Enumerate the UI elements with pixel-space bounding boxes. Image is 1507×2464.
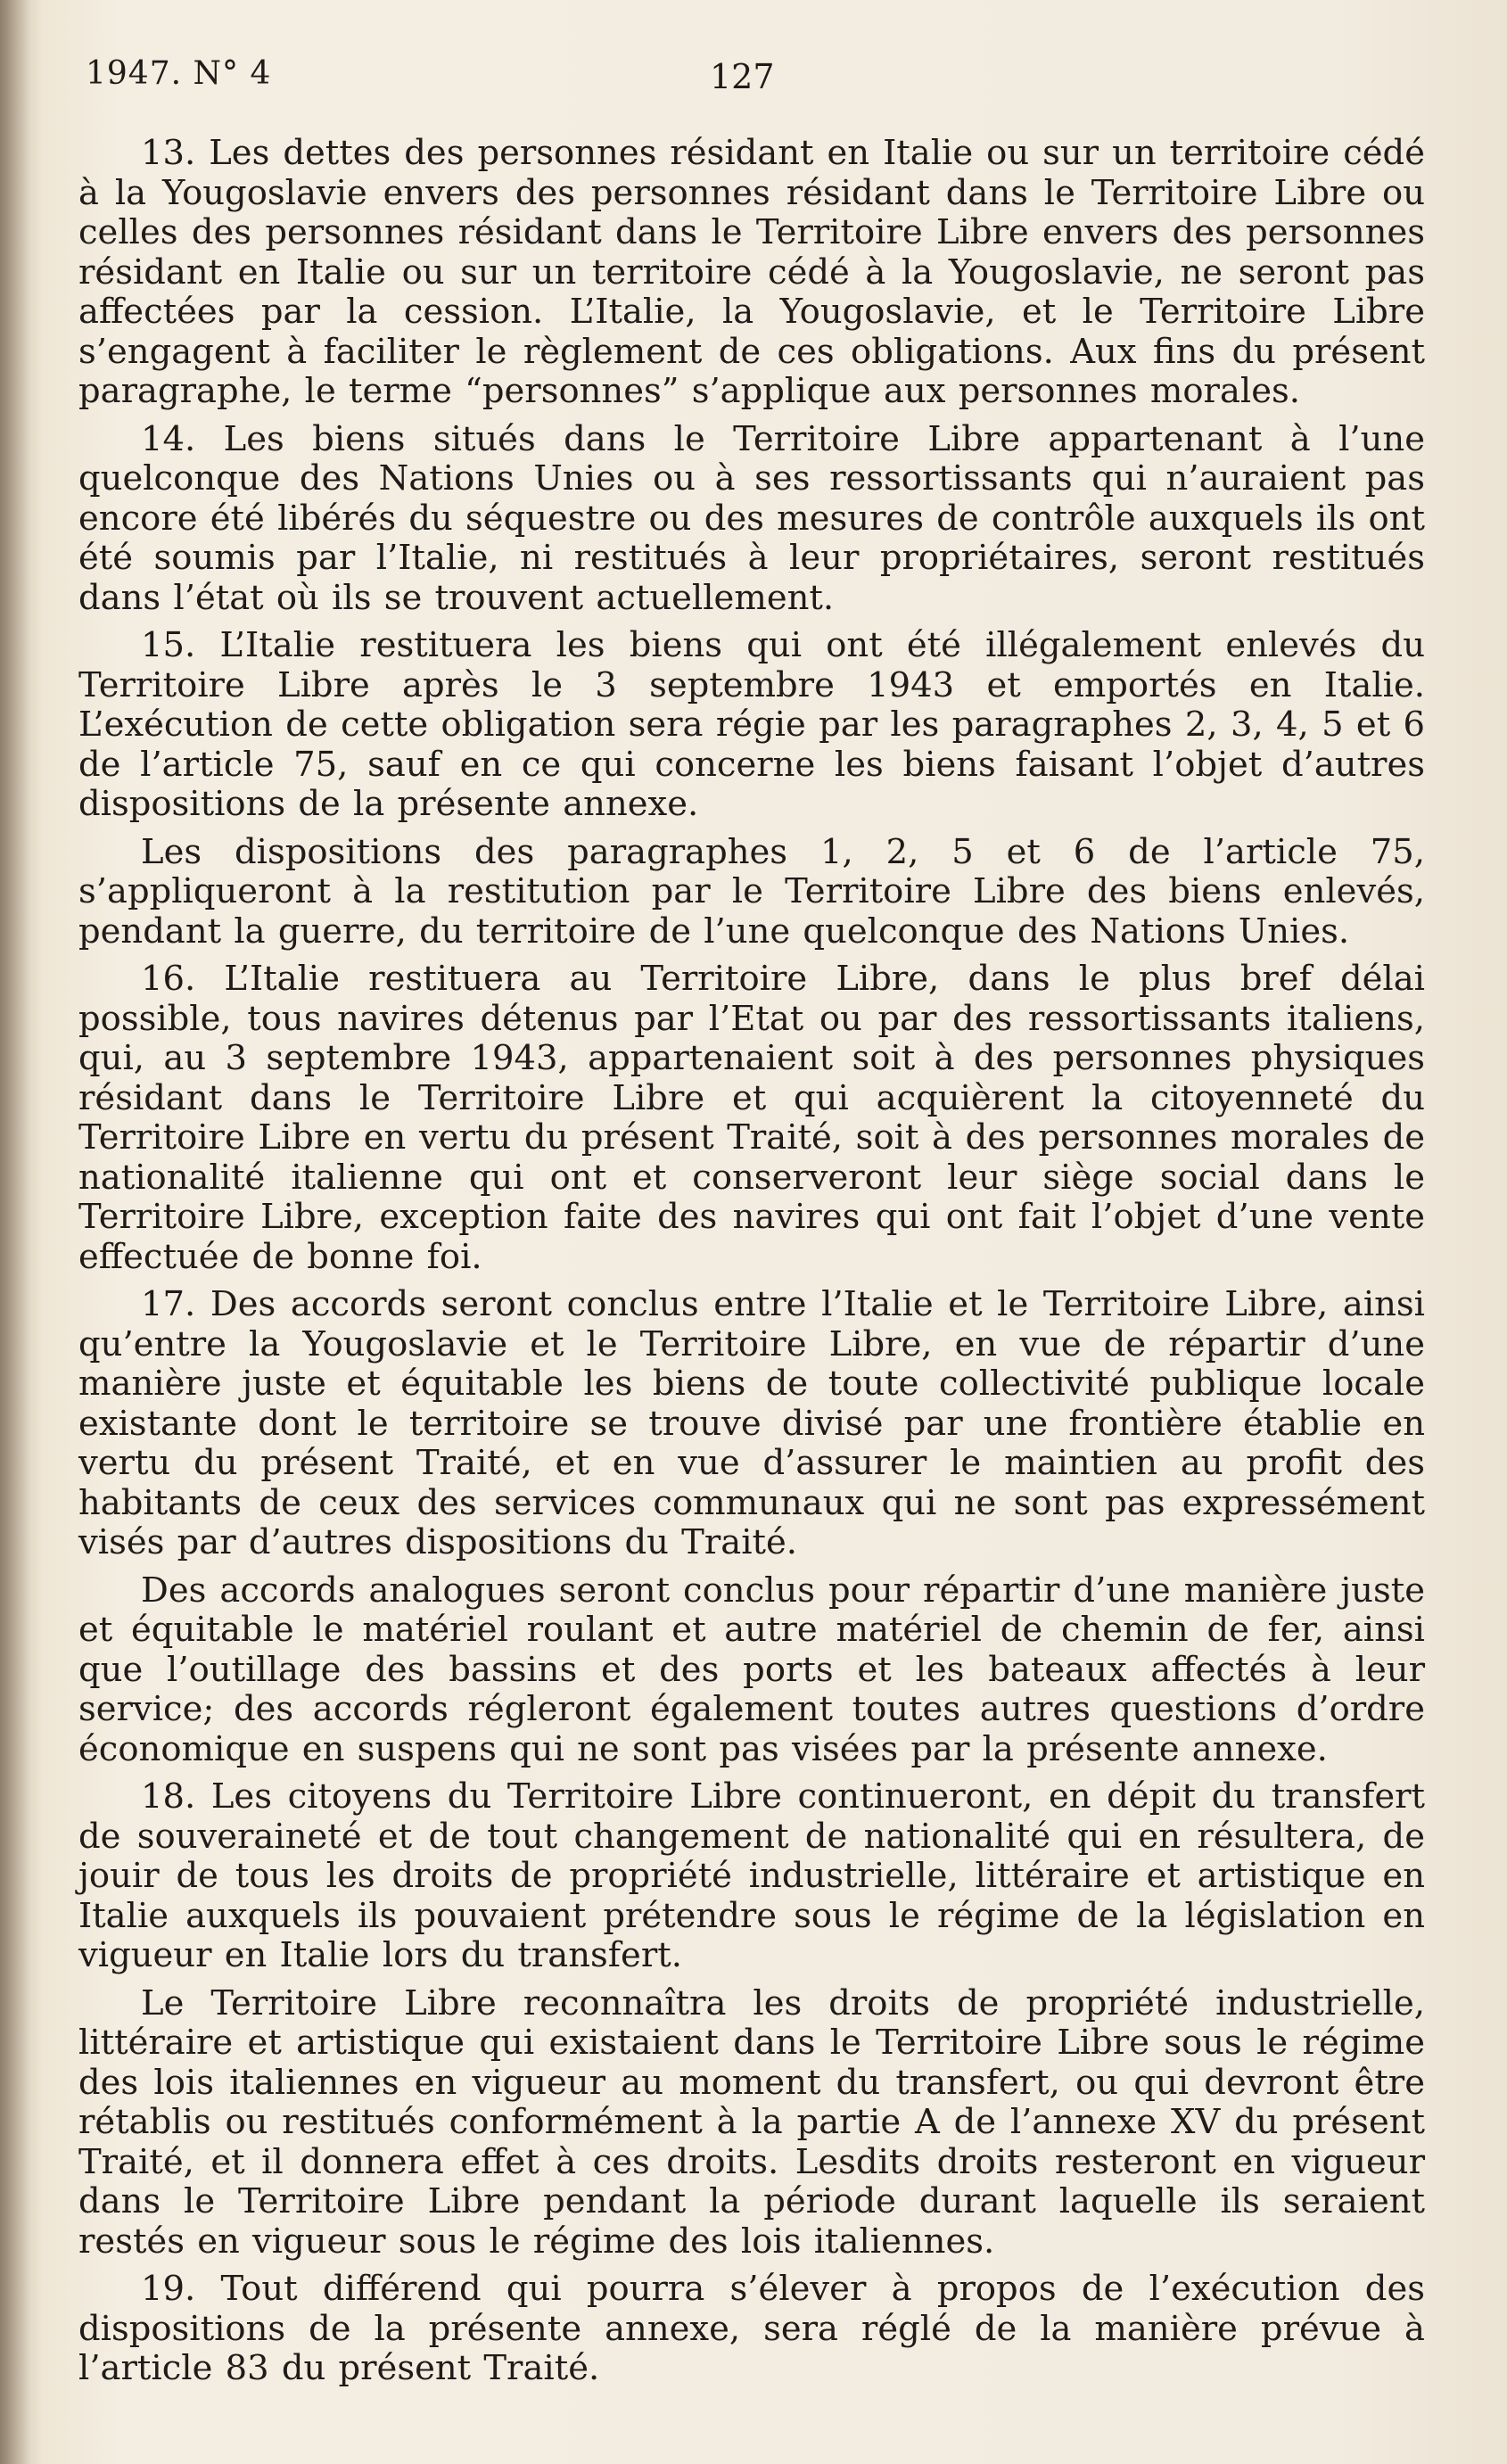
page-number: 127 [710, 57, 775, 96]
paragraph-13: 13. Les dettes des personnes résidant en Italie ou sur un territoire cédé à la Yougoslavie envers des personnes résidant dans le Territoire Libre ou celles des personnes résidant dans le Territoire Libre envers des personnes résidant en Italie ou sur un territoire cédé à la Yougoslavie, ne seront pas affectées par la cession. L’Italie, la Yougoslavie, et le Territoire Libre s’engagent à faciliter le règlement de ces obligations. Aux fins du présent paragraphe, le terme “personnes” s’applique aux personnes morales. [78, 133, 1425, 411]
header-year-number: 1947. N° 4 [86, 55, 272, 92]
paragraph-15: 15. L’Italie restituera les biens qui ont été illégalement enlevés du Territoire Libre après le 3 septembre 1943 et emportés en Italie. L’exécution de cette obligation sera régie par les paragraphes 2, 3, 4, 5 et 6 de l’article 75, sauf en ce qui concerne les biens faisant l’objet d’autres dispositions de la présente annexe. [78, 625, 1425, 824]
binding-shadow [0, 0, 30, 2464]
page-header [86, 55, 1421, 109]
paragraph-15-continued: Les dispositions des paragraphes 1, 2, 5 et 6 de l’article 75, s’appliqueront à la restitution par le Territoire Libre des biens enlevés, pendant la guerre, du territoire de l’une quelconque des Nations Unies. [78, 831, 1425, 952]
paragraph-14: 14. Les biens situés dans le Territoire Libre appartenant à l’une quelconque des Nations Unies ou à ses ressortissants qui n’auraient pas encore été libérés du séquestre ou des mesures de contrôle auxquels ils ont été soumis par l’Italie, ni restitués à leur propriétaires, seront restitués dans l’état où ils se trouvent actuellement. [78, 418, 1425, 618]
paragraph-17-continued: Des accords analogues seront conclus pour répartir d’une manière juste et équitable le matériel roulant et autre matériel de chemin de fer, ainsi que l’outillage des bassins et des ports et les bateaux affectés à leur service; des accords régleront également toutes autres questions d’ordre économique en suspens qui ne sont pas visées par la présente annexe. [78, 1570, 1425, 1769]
page-body [78, 134, 1425, 2389]
paragraph-18: 18. Les citoyens du Territoire Libre continueront, en dépit du transfert de souveraineté et de tout changement de nationalité qui en résultera, de jouir de tous les droits de propriété industrielle, littéraire et artistique en Italie auxquels ils pouvaient prétendre sous le régime de la législation en vigueur en Italie lors du transfert. [78, 1776, 1425, 1975]
paragraph-19: 19. Tout différend qui pourra s’élever à propos de l’exécution des dispositions de la présente annexe, sera réglé de la manière prévue à l’article 83 du présent Traité. [78, 2269, 1425, 2388]
paragraph-16: 16. L’Italie restituera au Territoire Libre, dans le plus bref délai possible, tous navires détenus par l’Etat ou par des ressortissants italiens, qui, au 3 septembre 1943, appartenaient soit à des personnes physiques résidant dans le Territoire Libre et qui acquièrent la citoyenneté du Territoire Libre en vertu du présent Traité, soit à des personnes morales de nationalité italienne qui ont et conserveront leur siège social dans le Territoire Libre, exception faite des navires qui ont fait l’objet d’une vente effectuée de bonne foi. [78, 959, 1425, 1277]
paragraph-17: 17. Des accords seront conclus entre l’Italie et le Territoire Libre, ainsi qu’entre la Yougoslavie et le Territoire Libre, en vue de répartir d’une manière juste et équitable les biens de toute collectivité publique locale existante dont le territoire se trouve divisé par une frontière établie en vertu du présent Traité, et en vue d’assurer le maintien au profit des habitants de ceux des services communaux qui ne sont pas expressément visés par d’autres dispositions du Traité. [78, 1284, 1425, 1562]
paragraph-18-continued: Le Territoire Libre reconnaîtra les droits de propriété industrielle, littéraire et artistique qui existaient dans le Territoire Libre sous le régime des lois italiennes en vigueur au moment du transfert, ou qui devront être rétablis ou restitués conformément à la partie A de l’annexe XV du présent Traité, et il donnera effet à ces droits. Lesdits droits resteront en vigueur dans le Territoire Libre pendant la période durant laquelle ils seraient restés en vigueur sous le régime des lois italiennes. [78, 1982, 1425, 2262]
